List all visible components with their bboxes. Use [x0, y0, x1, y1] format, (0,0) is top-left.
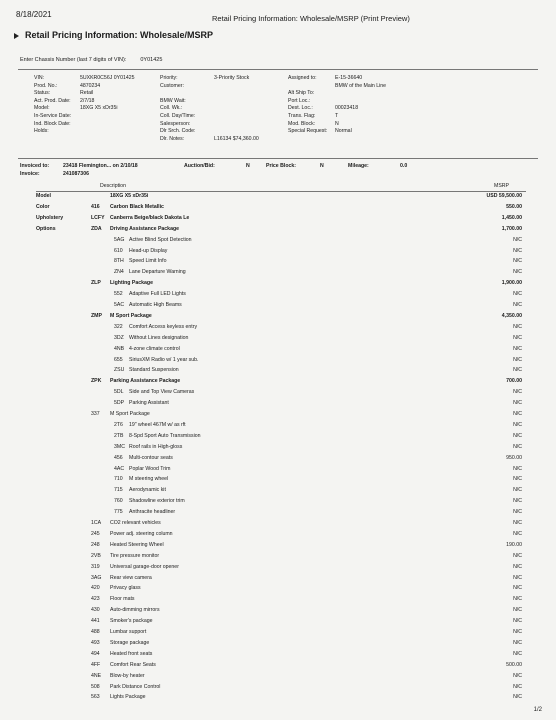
page-number: 1/2	[533, 707, 542, 713]
row-description: 322	[114, 323, 123, 330]
row-msrp: N/C	[513, 629, 522, 635]
info-label: Dlr. Notes:	[160, 135, 185, 142]
mileage-value: 0.0	[400, 163, 408, 169]
info-label: Assigned to:	[288, 75, 317, 81]
row-msrp: N/C	[513, 432, 522, 439]
row-msrp: 500.00	[506, 661, 522, 668]
row-sub-description: 8-Spd Sport Auto Transmission	[129, 432, 201, 439]
section-heading-text: Retail Pricing Information: Wholesale/MSRP	[25, 30, 214, 40]
mileage-label: Mileage:	[348, 163, 369, 169]
table-row	[0, 618, 556, 627]
info-label: Alt Ship To:	[288, 90, 315, 97]
row-msrp: N/C	[513, 509, 522, 516]
row-msrp: N/C	[513, 650, 522, 657]
row-msrp: N/C	[513, 607, 522, 614]
row-msrp: 190.00	[506, 541, 522, 548]
row-description: 775	[114, 509, 123, 516]
table-row	[0, 269, 556, 278]
table-row	[0, 629, 556, 638]
row-description: ZN4	[114, 269, 124, 276]
info-label: Special Request:	[288, 128, 328, 135]
row-msrp: N/C	[513, 639, 522, 646]
row-sub-description: Aerodynamic kit	[129, 487, 166, 494]
table-row	[0, 684, 556, 693]
chassis-label: Enter Chassis Number (last 7 digits of VIN):	[20, 57, 127, 63]
row-code: 416	[91, 203, 100, 210]
section-heading[interactable]	[14, 30, 213, 40]
table-row	[0, 564, 556, 573]
table-row	[0, 302, 556, 311]
table-row	[0, 226, 556, 235]
row-sub-description: Lane Departure Warning	[129, 269, 186, 276]
table-row	[0, 215, 556, 224]
row-description: 8TH	[114, 258, 124, 265]
row-code: 441	[91, 618, 100, 625]
info-label: Trans. Flag:	[288, 113, 316, 119]
row-code: 420	[91, 585, 100, 592]
row-description: Smoker's package	[110, 618, 153, 625]
info-label: Status:	[34, 90, 51, 97]
row-msrp: N/C	[513, 334, 522, 341]
row-description: Lights Package	[110, 694, 146, 701]
row-code: 337	[91, 411, 100, 417]
row-msrp: N/C	[513, 367, 522, 374]
info-label: Ind. Block Date:	[34, 120, 71, 127]
row-msrp: N/C	[513, 465, 522, 472]
info-label: Prod. No.:	[34, 82, 58, 89]
row-sub-description: Automatic High Beams	[129, 302, 182, 308]
row-sub-description: M steering wheel	[129, 476, 169, 483]
row-msrp: N/C	[513, 411, 522, 417]
info-value: Retail	[80, 90, 94, 97]
row-description: 760	[114, 498, 123, 505]
table-row	[0, 204, 556, 213]
table-row	[0, 596, 556, 605]
row-msrp: N/C	[513, 683, 522, 690]
row-sub-description: SiriusXM Radio w/ 1 year sub.	[129, 356, 199, 363]
table-row	[0, 313, 556, 322]
row-code: ZPK	[91, 378, 102, 385]
row-sub-description: Head-up Display	[129, 247, 168, 254]
row-description: Canberra Beige/black Dakota Le	[110, 214, 190, 221]
row-description: Storage package	[110, 639, 150, 646]
expand-arrow-icon[interactable]	[14, 33, 19, 39]
table-row	[0, 640, 556, 649]
row-description: Carbon Black Metallic	[110, 203, 164, 210]
table-row	[0, 585, 556, 594]
row-description: Driving Assistance Package	[110, 225, 180, 232]
price-block-label: Price Block:	[266, 163, 296, 169]
row-sub-description: Anthracite headliner	[129, 509, 176, 516]
row-description: Auto-dimming mirrors	[110, 607, 160, 614]
info-label: VIN:	[34, 75, 45, 81]
table-row	[0, 553, 556, 562]
row-description: 552	[114, 291, 123, 298]
row-description: Power adj. steering column	[110, 530, 173, 537]
info-label: Salesperson:	[160, 120, 191, 127]
row-code: 4NE	[91, 672, 102, 679]
info-label: Priority:	[160, 75, 178, 81]
row-msrp: N/C	[513, 356, 522, 363]
document-title: Retail Pricing Information: Wholesale/MSRP (Print Preview)	[212, 14, 410, 23]
row-description: 456	[114, 454, 123, 461]
auction-label: Auction/Bid:	[184, 163, 215, 169]
row-msrp: N/C	[513, 672, 522, 679]
table-row	[0, 433, 556, 442]
row-code: ZLP	[91, 280, 101, 287]
row-sub-description: Adaptive Full LED Lights	[129, 291, 186, 298]
row-code: 1CA	[91, 520, 102, 526]
row-category: Color	[36, 203, 50, 210]
info-label: Customer:	[160, 82, 184, 89]
row-msrp: N/C	[513, 258, 522, 265]
row-code: ZDA	[91, 225, 102, 232]
row-description: Floor mats	[110, 596, 135, 603]
invoiced-to-value: 23418 Flemington... on 2/10/18	[63, 163, 138, 169]
info-label: BMW Wait:	[160, 97, 186, 104]
row-msrp: 4,350.00	[501, 312, 522, 319]
row-code: 493	[91, 639, 100, 646]
info-label: In-Service Date:	[34, 113, 72, 119]
row-description: 715	[114, 487, 123, 494]
row-code: 4FF	[91, 661, 101, 668]
divider-info	[18, 158, 538, 159]
row-description: Privacy glass	[110, 585, 141, 592]
invoiced-to-label: Invoiced to:	[20, 163, 50, 169]
row-msrp: 1,450.00	[501, 214, 522, 221]
invoice-label: Invoice:	[20, 171, 40, 177]
table-row	[0, 662, 556, 671]
table-row	[0, 357, 556, 366]
table-row	[0, 694, 556, 703]
divider-table	[36, 191, 526, 192]
row-description: 3DZ	[114, 334, 124, 341]
chassis-value[interactable]: 0Y01425	[140, 57, 163, 63]
row-sub-description: Side and Top View Cameras	[129, 389, 195, 396]
row-description: Parking Assistance Package	[110, 378, 181, 385]
info-value: 18XG X5 xDr35i	[80, 105, 118, 112]
row-description: Lumbar support	[110, 629, 147, 635]
info-label: Holds:	[34, 128, 49, 135]
info-label: Mod. Block:	[288, 120, 316, 127]
row-msrp: N/C	[513, 585, 522, 592]
row-msrp: N/C	[513, 443, 522, 450]
table-row	[0, 367, 556, 376]
table-row	[0, 346, 556, 355]
info-value: BMW of the Main Line	[335, 82, 387, 89]
row-code: 423	[91, 596, 100, 603]
row-msrp: N/C	[513, 552, 522, 559]
row-sub-description: Parking Assistant	[129, 400, 169, 407]
row-msrp: N/C	[513, 247, 522, 254]
row-msrp: USD 59,500.00	[486, 193, 522, 199]
row-description: Lighting Package	[110, 280, 153, 287]
row-code: 494	[91, 650, 100, 657]
row-msrp: N/C	[513, 574, 522, 581]
table-row	[0, 651, 556, 660]
row-msrp: N/C	[513, 291, 522, 298]
info-label: Act. Prod. Date:	[34, 97, 71, 104]
row-description: 18XG X5 xDr35i	[110, 193, 149, 199]
row-description: 5AG	[114, 236, 125, 243]
info-value: Normal	[335, 128, 352, 135]
row-sub-description: Without Lines designation	[129, 334, 189, 341]
row-code: 2VB	[91, 552, 101, 559]
row-sub-description: Poplar Wood Trim	[129, 465, 171, 472]
table-row	[0, 193, 556, 202]
row-description: 610	[114, 247, 123, 254]
row-msrp: N/C	[513, 530, 522, 537]
row-code: 319	[91, 563, 100, 570]
row-msrp: 1,700.00	[501, 225, 522, 232]
row-msrp: N/C	[513, 563, 522, 570]
row-description: 5AC	[114, 302, 125, 308]
row-code: LCFY	[91, 214, 105, 221]
table-row	[0, 498, 556, 507]
row-code: 430	[91, 607, 100, 614]
info-label: Dlr Srch. Code:	[160, 128, 196, 135]
row-code: 508	[91, 683, 100, 690]
row-msrp: N/C	[513, 421, 522, 428]
row-sub-description: Speed Limit Info	[129, 258, 167, 265]
row-sub-description: Roof rails in High-gloss	[129, 443, 183, 450]
info-label: Dest. Loc.:	[288, 105, 313, 112]
table-row	[0, 324, 556, 333]
auction-value: N	[246, 163, 250, 169]
table-row	[0, 400, 556, 409]
table-row	[0, 237, 556, 246]
info-value: T	[335, 113, 339, 119]
row-code: 3AG	[91, 574, 102, 581]
row-description: 5DP	[114, 400, 125, 407]
info-value: 00023418	[335, 105, 359, 112]
row-msrp: N/C	[513, 269, 522, 276]
row-msrp: N/C	[513, 618, 522, 625]
row-msrp: 550.00	[506, 203, 522, 210]
row-msrp: N/C	[513, 487, 522, 494]
description-header: Description	[100, 183, 126, 189]
row-description: 4NB	[114, 345, 125, 352]
row-code: 248	[91, 541, 100, 548]
row-msrp: 700.00	[506, 378, 522, 385]
row-msrp: N/C	[513, 345, 522, 352]
msrp-header: MSRP	[494, 183, 509, 189]
table-row	[0, 575, 556, 584]
info-value: E-15-36640	[335, 75, 363, 81]
table-row	[0, 291, 556, 300]
table-row	[0, 542, 556, 551]
invoice-value: 241087306	[63, 171, 89, 177]
row-msrp: N/C	[513, 323, 522, 330]
row-category: Model	[36, 193, 51, 199]
row-msrp: N/C	[513, 302, 522, 308]
row-code: ZMP	[91, 312, 102, 319]
row-description: Heated Steering Wheel	[110, 541, 164, 548]
row-description: Park Distance Control	[110, 683, 161, 690]
row-description: 3MC	[114, 443, 125, 450]
chassis-entry	[20, 57, 162, 63]
row-description: 4AC	[114, 465, 125, 472]
row-msrp: N/C	[513, 498, 522, 505]
row-description: M Sport Package	[110, 411, 150, 417]
table-row	[0, 444, 556, 453]
table-row	[0, 531, 556, 540]
info-value: N	[335, 120, 339, 127]
row-sub-description: 19" wheel 467M w/ as rft	[129, 421, 186, 428]
table-row	[0, 258, 556, 267]
row-sub-description: Active Blind Spot Detection	[129, 236, 192, 243]
row-description: Heated front seats	[110, 650, 153, 657]
table-row	[0, 248, 556, 257]
table-row	[0, 520, 556, 529]
info-value: 4870234	[80, 82, 101, 89]
price-block-value: N	[320, 163, 324, 169]
row-msrp: N/C	[513, 520, 522, 526]
row-code: 488	[91, 629, 100, 635]
table-row	[0, 466, 556, 475]
table-row	[0, 476, 556, 485]
row-msrp: 1,900.00	[501, 280, 522, 287]
row-description: Tire pressure monitor	[110, 552, 160, 559]
table-row	[0, 673, 556, 682]
row-description: Rear view camera	[110, 574, 152, 581]
row-description: Comfort Rear Seats	[110, 661, 156, 668]
info-value: 5UXKR0C56J 0Y01425	[80, 75, 135, 81]
info-value: 3-Priority Stock	[214, 75, 250, 81]
print-date: 8/18/2021	[16, 10, 52, 19]
row-category: Options	[36, 225, 56, 232]
table-row	[0, 389, 556, 398]
table-row	[0, 487, 556, 496]
row-msrp: N/C	[513, 400, 522, 407]
row-sub-description: 4-zone climate control	[129, 345, 180, 352]
row-sub-description: Multi-contour seats	[129, 454, 173, 461]
table-row	[0, 335, 556, 344]
row-msrp: N/C	[513, 596, 522, 603]
row-msrp: N/C	[513, 476, 522, 483]
table-row	[0, 455, 556, 464]
row-category: Upholstery	[36, 214, 64, 221]
info-label: Coll. Wk.:	[160, 105, 183, 112]
row-description: 5DL	[114, 389, 124, 396]
row-sub-description: Comfort Access keyless entry	[129, 323, 198, 330]
row-sub-description: Standard Suspension	[129, 367, 179, 374]
table-row	[0, 378, 556, 387]
row-code: 563	[91, 694, 100, 701]
row-code: 245	[91, 530, 100, 537]
row-description: 2T6	[114, 421, 123, 428]
row-msrp: N/C	[513, 236, 522, 243]
info-value: L16134 $74,360.00	[214, 135, 259, 142]
row-msrp: N/C	[513, 694, 522, 701]
info-value: 2/7/18	[80, 97, 95, 104]
table-row	[0, 422, 556, 431]
info-label: Coll. Day/Time:	[160, 113, 196, 119]
row-description: 710	[114, 476, 123, 483]
table-row	[0, 509, 556, 518]
table-row	[0, 411, 556, 420]
divider-top	[18, 69, 538, 70]
row-description: 2TB	[114, 432, 124, 439]
row-description: ZSU	[114, 367, 125, 374]
table-row	[0, 607, 556, 616]
info-label: Model:	[34, 105, 50, 112]
table-row	[0, 280, 556, 289]
row-description: 655	[114, 356, 123, 363]
row-msrp: N/C	[513, 389, 522, 396]
row-description: CO2 relevant vehicles	[110, 520, 161, 526]
row-description: Universal garage-door opener	[110, 563, 179, 570]
row-sub-description: Shadowline exterior trim	[129, 498, 185, 505]
row-msrp: 950.00	[506, 454, 522, 461]
info-label: Port Loc.:	[288, 97, 311, 104]
row-description: M Sport Package	[110, 312, 152, 319]
row-description: Blow-by heater	[110, 672, 145, 679]
